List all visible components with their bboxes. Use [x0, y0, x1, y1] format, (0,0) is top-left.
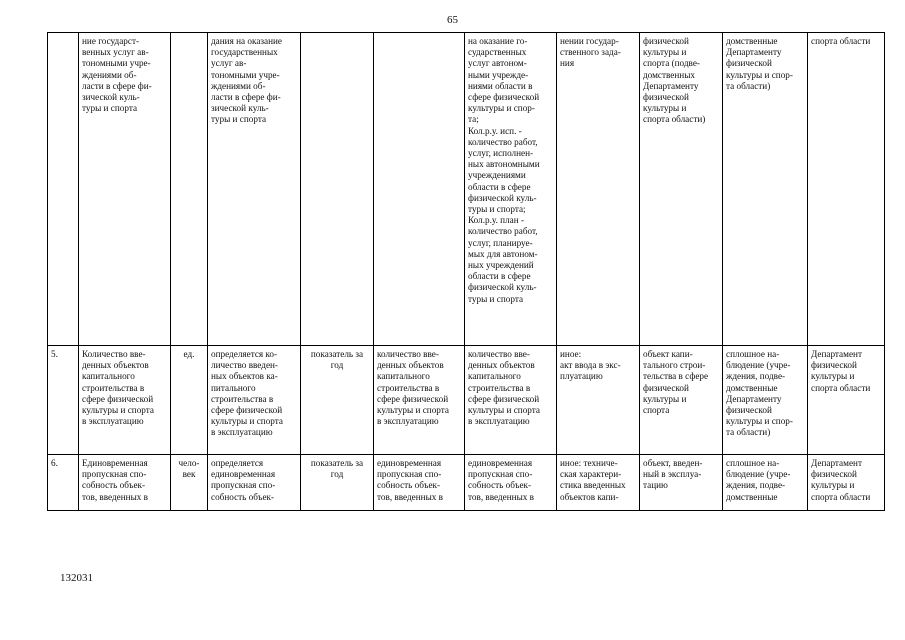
- table-row: [48, 33, 885, 346]
- coverage-cell: сплошное на- блюдение (учре- ждения, подве- домственные: [723, 455, 808, 511]
- indicators-table: [47, 32, 885, 511]
- coverage-cell: домственные Департаменту физической культуры и спор- та области): [723, 33, 808, 346]
- periodicity-cell: показатель за год: [301, 346, 374, 455]
- row-number-cell: [48, 33, 79, 346]
- indicator-name-cell: Единовременная пропускная спо- собность объек- тов, введенных в: [79, 455, 171, 511]
- periodicity-cell: [301, 33, 374, 346]
- calculation-cell: количество вве- денных объектов капитального строительства в сфере физической культуры и спорта в эксплуатацию: [465, 346, 557, 455]
- collection-method-cell: нении государ- ственного зада- ния: [557, 33, 640, 346]
- collection-method-cell: иное: техниче- ская характери- стика введенных объектов капи-: [557, 455, 640, 511]
- observation-object-cell: физической культуры и спорта (подве- домственных Департаменту физической культуры и спорта области): [640, 33, 723, 346]
- coverage-cell: сплошное на- блюдение (учре- ждения, подве- домственные Департаменту физической культуры и спор- та области): [723, 346, 808, 455]
- responsible-cell: Департамент физической культуры и спорта области: [808, 455, 885, 511]
- responsible-cell: Департамент физической культуры и спорта области: [808, 346, 885, 455]
- collection-method-cell: иное: акт ввода в экс- плуатацию: [557, 346, 640, 455]
- basic-indicators-cell: единовременная пропускная спо- собность объек- тов, введенных в: [374, 455, 465, 511]
- definition-cell: определяется ко- личество введен- ных объектов ка- питального строительства в сфере физической культуры и спорта в эксплуатацию: [208, 346, 301, 455]
- calculation-cell: единовременная пропускная спо- собность объек- тов, введенных в: [465, 455, 557, 511]
- table-row: [48, 346, 885, 455]
- document-code: 132031: [60, 572, 93, 584]
- observation-object-cell: объект капи- тального строи- тельства в сфере физической культуры и спорта: [640, 346, 723, 455]
- indicator-name-cell: ние государст- венных услуг ав- тономными учре- ждениями об- ласти в сфере фи- зической куль- туры и спорта: [79, 33, 171, 346]
- observation-object-cell: объект, введен- ный в эксплуа- тацию: [640, 455, 723, 511]
- definition-cell: определяется единовременная пропускная спо- собность объек-: [208, 455, 301, 511]
- unit-cell: ед.: [171, 346, 208, 455]
- basic-indicators-cell: количество вве- денных объектов капитального строительства в сфере физической культуры и спорта в эксплуатацию: [374, 346, 465, 455]
- unit-cell: чело- век: [171, 455, 208, 511]
- indicator-name-cell: Количество вве- денных объектов капитального строительства в сфере физической культуры и спорта в эксплуатацию: [79, 346, 171, 455]
- calculation-cell: на оказание го- сударственных услуг автоном- ными учрежде- ниями области в сфере физической культуры и спор- та; Кол.р.у. исп. - количество работ, услуг, исполнен- ных автономными учреждениями области в сфере физической куль- туры и спорта; Кол.р.у. план - количество работ, услуг, планируе- мых для автоном- ных учреждений области в сфере физической куль- туры и спорта: [465, 33, 557, 346]
- responsible-cell: спорта области: [808, 33, 885, 346]
- row-number-cell: 5.: [48, 346, 79, 455]
- basic-indicators-cell: [374, 33, 465, 346]
- page-number: 65: [447, 14, 458, 26]
- table-row: [48, 455, 885, 511]
- periodicity-cell: показатель за год: [301, 455, 374, 511]
- row-number-cell: 6.: [48, 455, 79, 511]
- unit-cell: [171, 33, 208, 346]
- definition-cell: дания на оказание государственных услуг ав- тономными учре- ждениями об- ласти в сфере фи- зической куль- туры и спорта: [208, 33, 301, 346]
